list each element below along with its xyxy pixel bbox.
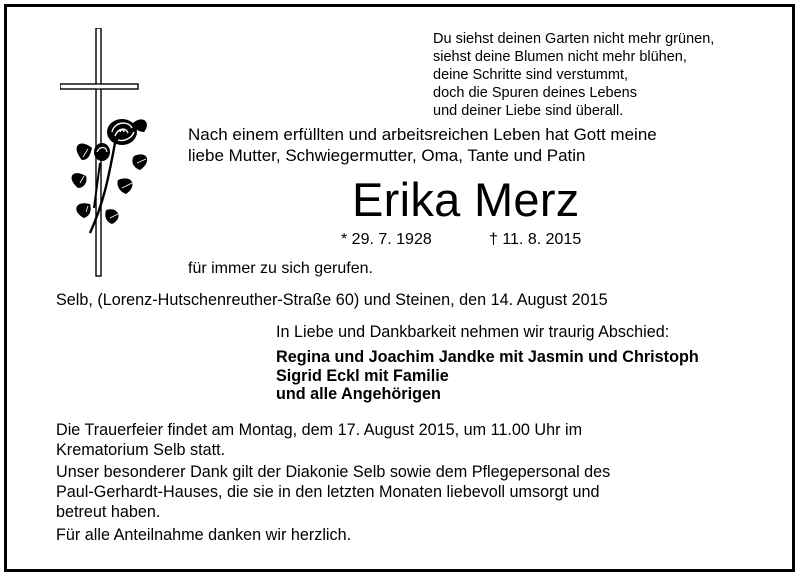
poem-line: und deiner Liebe sind überall. (433, 103, 624, 119)
announcement-intro (188, 124, 657, 166)
thanks-line: Paul-Gerhardt-Hauses, die sie in den letzten Monaten liebevoll umsorgt und (56, 483, 600, 501)
mourner-entry: Regina und Joachim Jandke mit Jasmin und Christoph (276, 348, 699, 366)
taken-text: für immer zu sich gerufen. (188, 260, 373, 277)
thanks-line: betreut haben. (56, 503, 161, 521)
farewell-line: In Liebe und Dankbarkeit nehmen wir traurig Abschied: (276, 323, 670, 341)
poem-line: doch die Spuren deines Lebens (433, 85, 637, 101)
poem-line: deine Schritte sind verstummt, (433, 67, 629, 83)
mourner-entry: und alle Angehörigen (276, 385, 441, 403)
closing-line: Für alle Anteilnahme danken wir herzlich. (56, 526, 352, 544)
intro-line: Nach einem erfüllten und arbeitsreichen Leben hat Gott meine (188, 125, 657, 144)
place-and-date: Selb, (Lorenz-Hutschenreuther-Straße 60) und Steinen, den 14. August 2015 (56, 291, 608, 309)
thanks-line: Unser besonderer Dank gilt der Diakonie Selb sowie dem Pflegepersonal des (56, 463, 611, 481)
poem (433, 30, 714, 120)
mourners-list (276, 348, 699, 404)
cross-with-rose-icon (60, 28, 160, 283)
thanks-paragraph (56, 462, 610, 522)
intro-line: liebe Mutter, Schwiegermutter, Oma, Tante und Patin (188, 146, 586, 165)
poem-line: siehst deine Blumen nicht mehr blühen, (433, 49, 687, 65)
deceased-name: Erika Merz (352, 173, 580, 226)
funeral-line: Die Trauerfeier findet am Montag, dem 17. August 2015, um 11.00 Uhr im (56, 421, 583, 439)
mourner-entry: Sigrid Eckl mit Familie (276, 366, 449, 385)
death-date: † 11. 8. 2015 (489, 231, 582, 248)
poem-line: Du siehst deinen Garten nicht mehr grünen, (433, 31, 715, 47)
funeral-info (56, 420, 582, 460)
funeral-line: Krematorium Selb statt. (56, 441, 226, 459)
birth-date: * 29. 7. 1928 (341, 231, 432, 248)
